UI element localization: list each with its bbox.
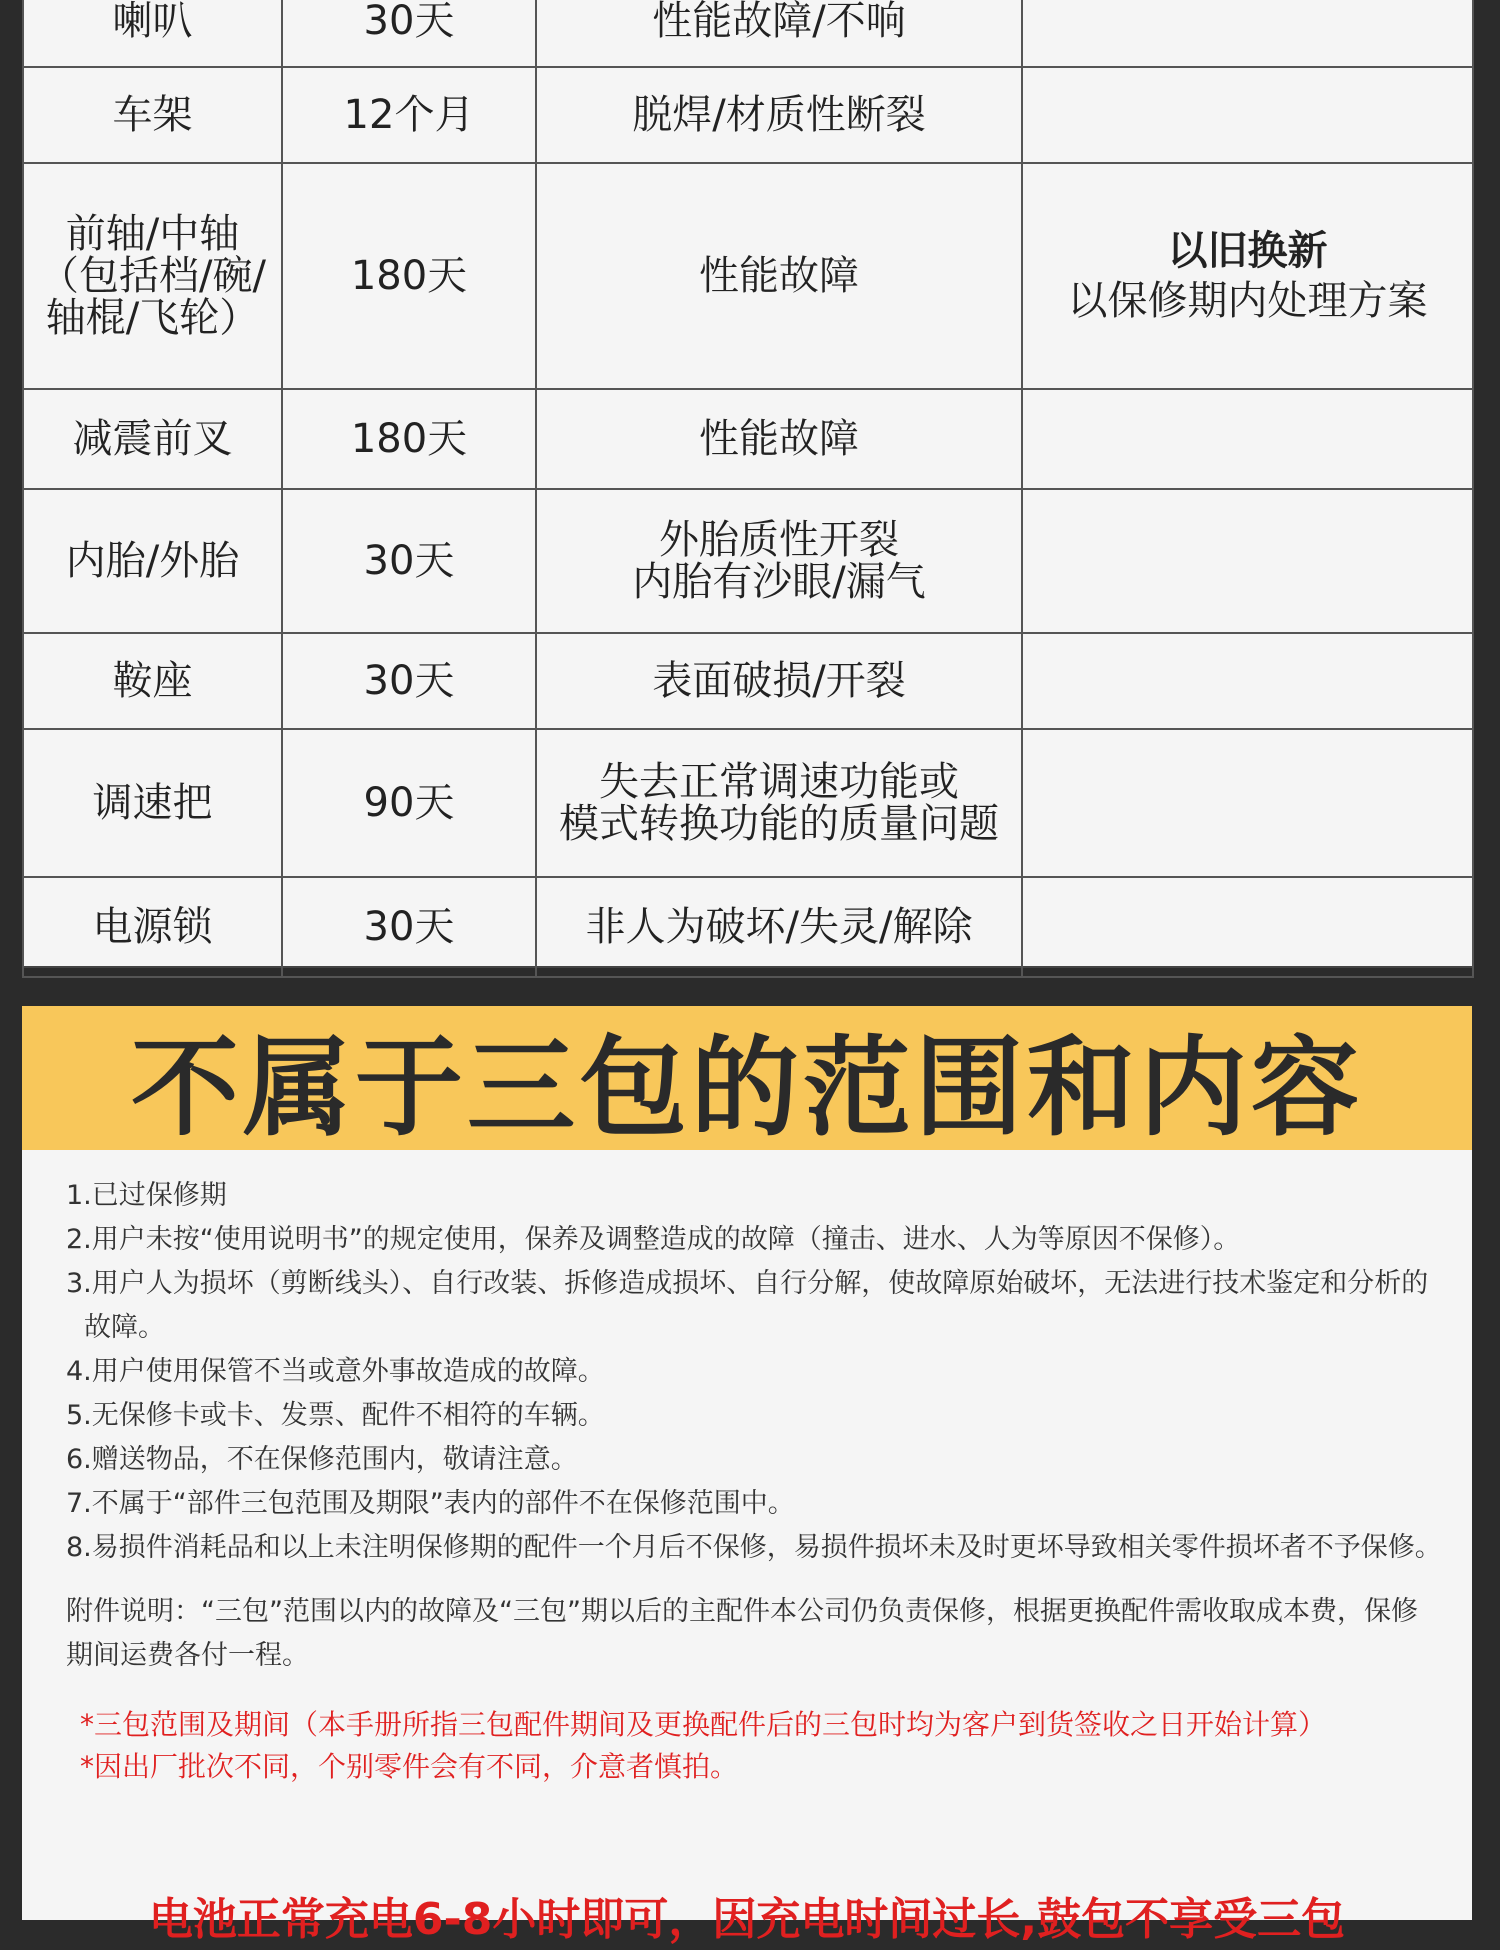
- exclusions-banner: [22, 1006, 1472, 1150]
- banner-title: 不属于三包的范围和内容: [130, 1025, 1363, 1151]
- list-item: 8.易损件消耗品和以上未注明保修期的配件一个月后不保修，易损件损坏未及时更坏导致相关零件损坏者不予保修。: [66, 1532, 1442, 1563]
- issue-cell-line: 非人为破坏/失灵/解除: [585, 904, 973, 950]
- issue-cell-line: 性能故障: [699, 253, 859, 299]
- issue-cell-line: 失去正常调速功能或: [599, 759, 959, 805]
- issue-cell: [536, 163, 1022, 389]
- period-cell: 180天: [282, 163, 536, 389]
- issue-cell-line: 性能故障/不响: [652, 0, 906, 44]
- solution-cell: [1022, 489, 1473, 633]
- issue-cell: [536, 0, 1022, 67]
- issue-cell: [536, 67, 1022, 163]
- solution-desc: 以保修期内处理方案: [1067, 278, 1428, 324]
- list-item: 1.已过保修期: [66, 1180, 227, 1211]
- table-row: [23, 389, 1473, 489]
- issue-cell: [536, 877, 1022, 977]
- part-cell: 电源锁: [23, 877, 282, 977]
- attachment-note: 附件说明：“三包”范围以内的故障及“三包”期以后的主配件本公司仍负责保修，根据更换配件需收取成本费，保修期间运费各付一程。: [66, 1596, 1418, 1671]
- solution-cell: [1022, 877, 1473, 977]
- battery-footer-warning: 电池正常充电6-8小时即可，因充电时间过长,鼓包不享受三包: [148, 1894, 1346, 1945]
- part-cell-line: 前轴/中轴: [65, 211, 240, 257]
- warranty-table: [22, 0, 1474, 978]
- issue-cell: [536, 633, 1022, 729]
- table-row: [23, 633, 1473, 729]
- table-row: [23, 163, 1473, 389]
- issue-cell: [536, 729, 1022, 877]
- list-item: 6.赠送物品，不在保修范围内，敬请注意。: [66, 1444, 578, 1475]
- solution-cell: [1022, 67, 1473, 163]
- part-cell-line: 轴棍/飞轮）: [45, 295, 260, 341]
- solution-cell: [1022, 0, 1473, 67]
- issue-cell-line: 表面破损/开裂: [652, 658, 906, 704]
- part-cell: 减震前叉: [23, 389, 282, 489]
- issue-cell-line: 性能故障: [699, 416, 859, 462]
- issue-cell: [536, 489, 1022, 633]
- warranty-table-section: [22, 0, 1472, 968]
- issue-cell-line: 模式转换功能的质量问题: [559, 801, 999, 847]
- table-row: [23, 67, 1473, 163]
- period-cell: 30天: [282, 877, 536, 977]
- solution-cell: [1022, 163, 1473, 389]
- table-row: [23, 489, 1473, 633]
- list-item: 5.无保修卡或卡、发票、配件不相符的车辆。: [66, 1400, 605, 1431]
- exclusions-card: [22, 1006, 1472, 1945]
- period-cell: 30天: [282, 633, 536, 729]
- solution-cell: [1022, 389, 1473, 489]
- period-cell: 12个月: [282, 67, 536, 163]
- list-item: 4.用户使用保管不当或意外事故造成的故障。: [66, 1356, 605, 1387]
- list-item: 2.用户未按“使用说明书”的规定使用，保养及调整造成的故障（撞击、进水、人为等原因不保修）。: [66, 1224, 1241, 1255]
- red-note: *因出厂批次不同，个别零件会有不同，介意者慎拍。: [80, 1750, 739, 1783]
- period-cell: 30天: [282, 489, 536, 633]
- red-notes: [80, 1704, 1472, 1788]
- issue-cell-line: 外胎质性开裂: [659, 517, 899, 563]
- issue-cell-line: 内胎有沙眼/漏气: [632, 559, 926, 605]
- issue-cell: [536, 389, 1022, 489]
- part-cell: [23, 163, 282, 389]
- part-cell: 喇叭: [23, 0, 282, 67]
- period-cell: 30天: [282, 0, 536, 67]
- issue-cell-line: 脱焊/材质性断裂: [632, 92, 926, 138]
- period-cell: 90天: [282, 729, 536, 877]
- part-cell: 鞍座: [23, 633, 282, 729]
- list-item: 7.不属于“部件三包范围及期限”表内的部件不在保修范围中。: [66, 1488, 795, 1519]
- part-cell: 车架: [23, 67, 282, 163]
- period-cell: 180天: [282, 389, 536, 489]
- table-row: [23, 877, 1473, 977]
- solution-cell: [1022, 729, 1473, 877]
- exclusion-rules-list: [22, 1150, 1472, 1570]
- red-note: *三包范围及期间（本手册所指三包配件期间及更换配件后的三包时均为客户到货签收之日开始计算）: [80, 1708, 1327, 1741]
- part-cell: 内胎/外胎: [23, 489, 282, 633]
- part-cell-line: （包括档/碗/: [39, 253, 266, 299]
- solution-title: 以旧换新: [1167, 228, 1328, 274]
- table-row: [23, 729, 1473, 877]
- part-cell: 调速把: [23, 729, 282, 877]
- table-row: [23, 0, 1473, 67]
- list-item: 3.用户人为损坏（剪断线头）、自行改装、拆修造成损坏、自行分解，使故障原始破坏，无法进行技术鉴定和分析的故障。: [66, 1268, 1429, 1343]
- solution-cell: [1022, 633, 1473, 729]
